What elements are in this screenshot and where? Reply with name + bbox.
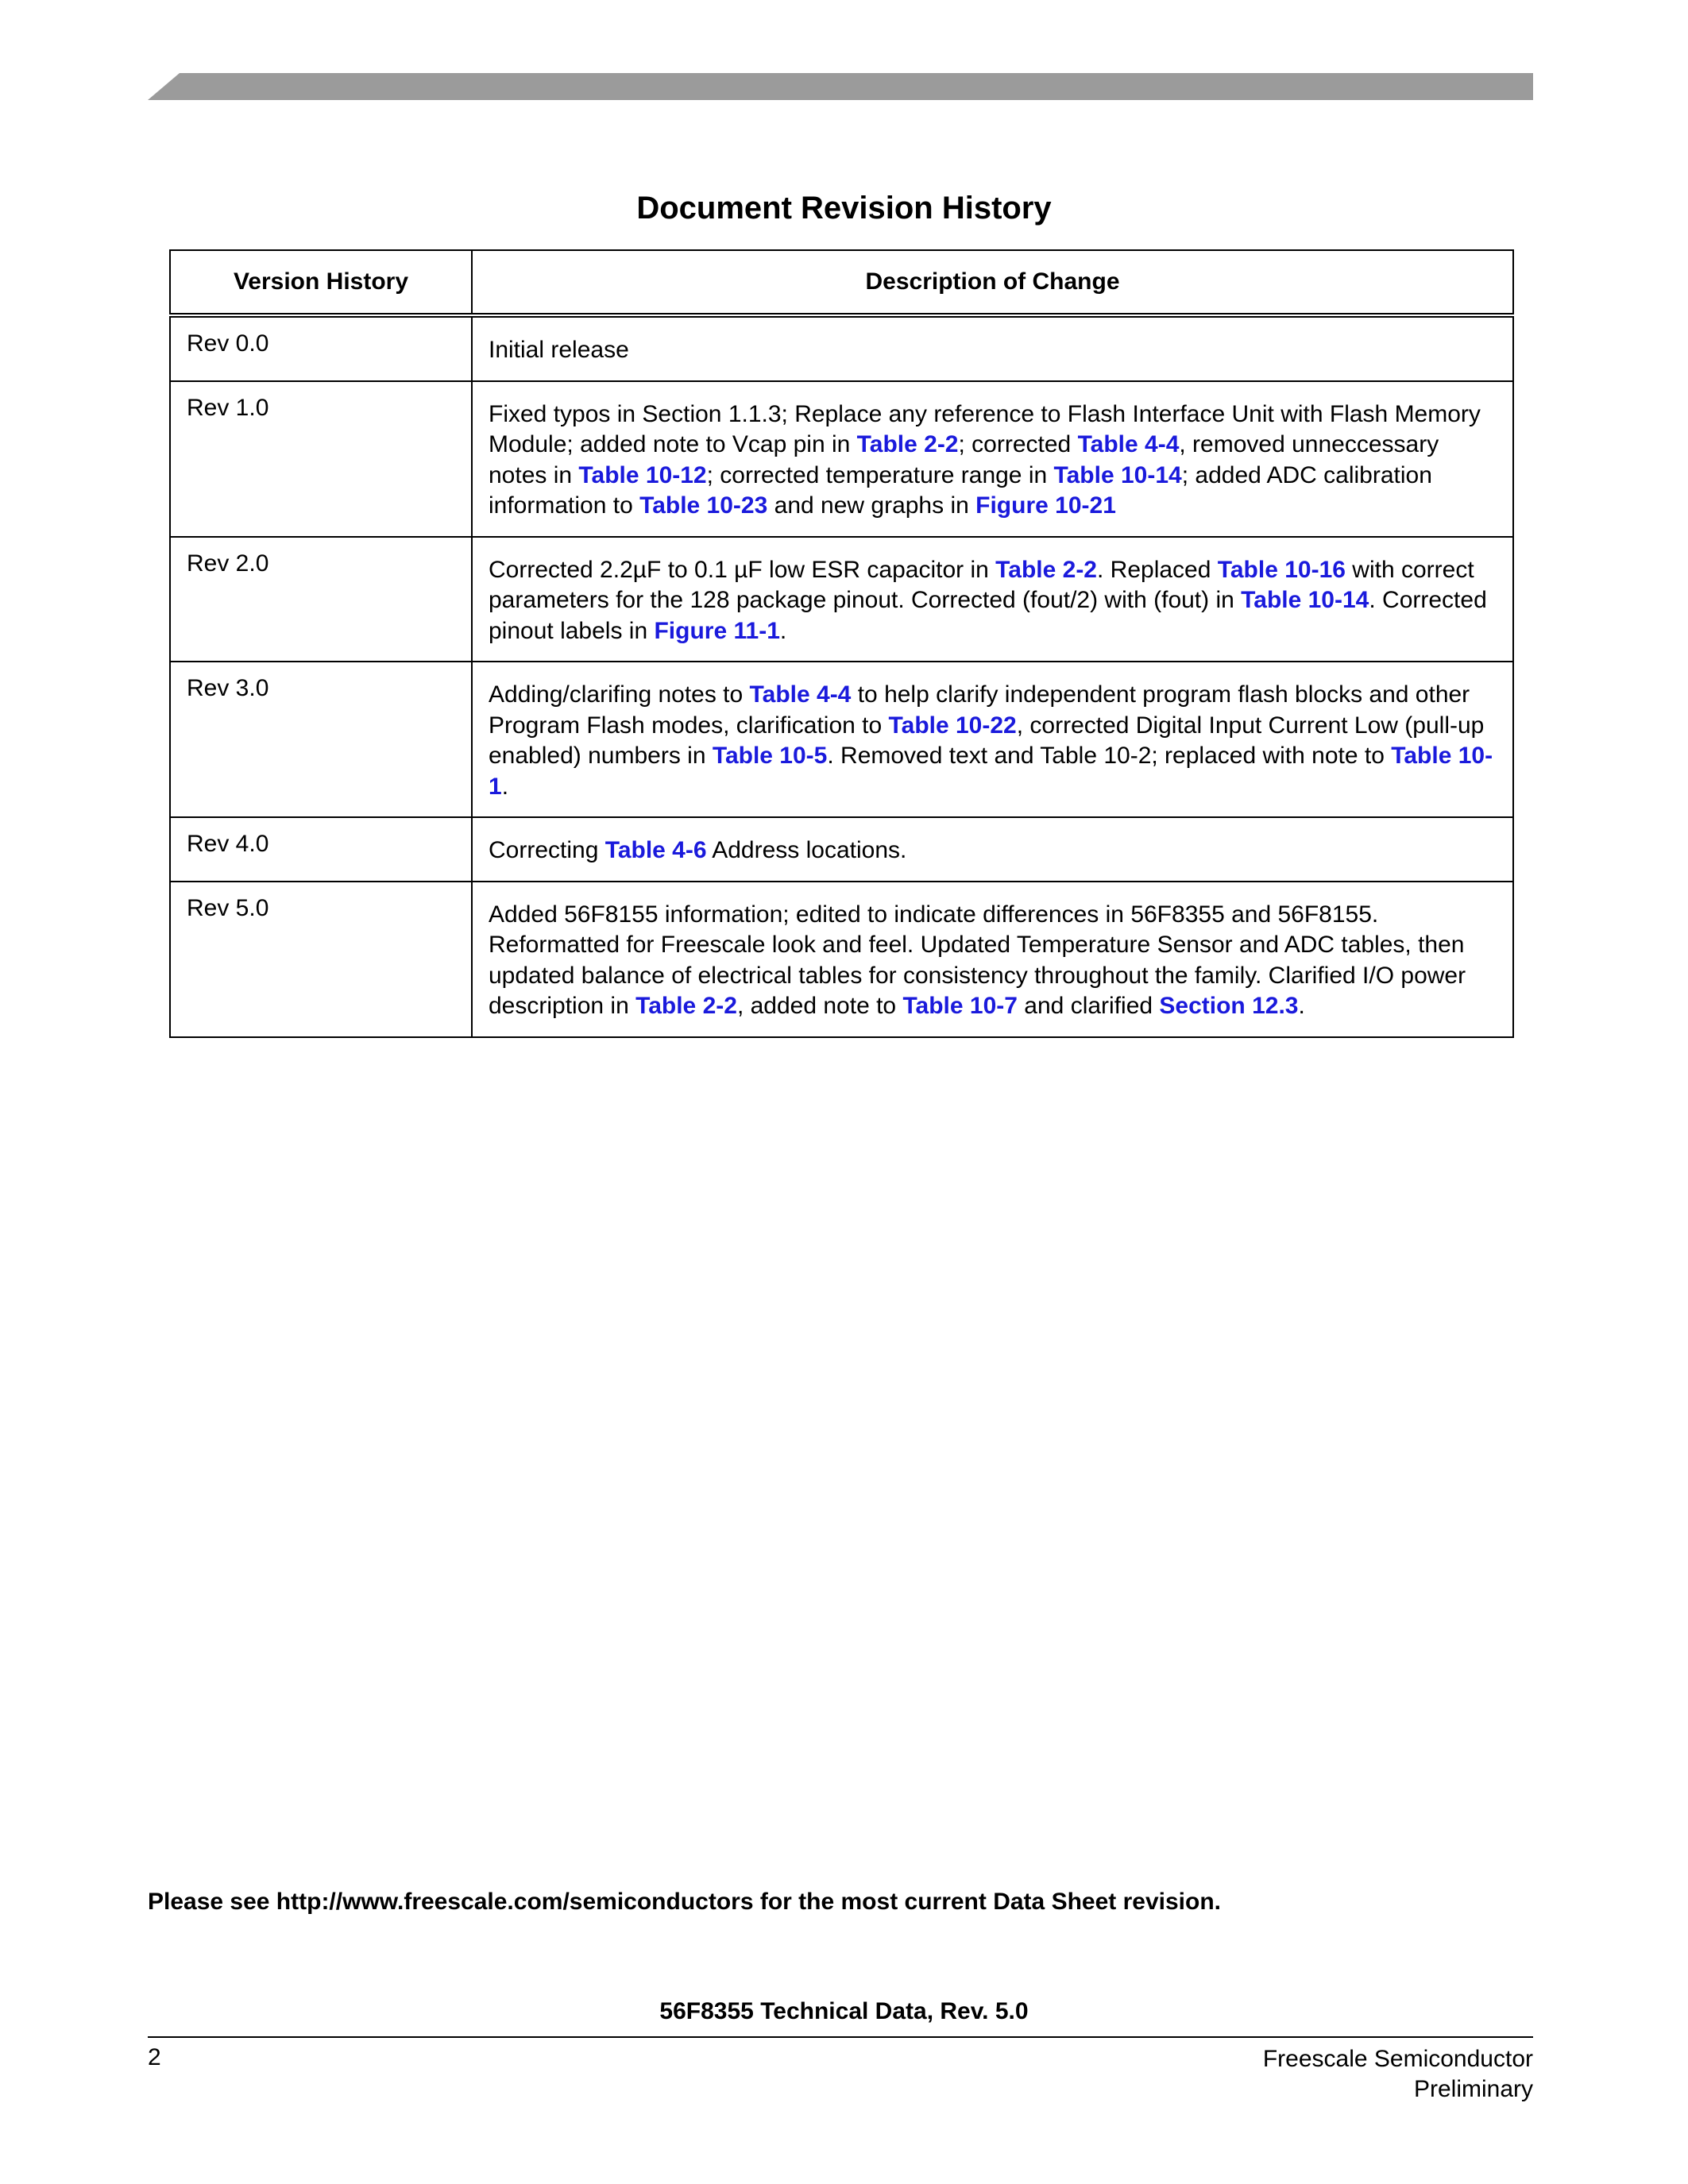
cross-reference-link[interactable]: Table 4-4 [1077, 431, 1180, 457]
description-text: Adding/clarifing notes to [489, 681, 750, 708]
table-row [170, 817, 1513, 882]
description-text: with correct parameters for the 128 package pinout. Corrected (fout/2) with (fout) in [489, 556, 1474, 613]
document-status: Preliminary [1413, 2076, 1533, 2102]
datasheet-note: Please see http://www.freescale.com/semiconductors for the most current Data Sheet revision. [148, 1889, 1221, 1915]
table-row [170, 662, 1513, 817]
cross-reference-link[interactable]: Table 10-5 [712, 743, 828, 769]
table-row [170, 315, 1513, 381]
description-text: . [1298, 993, 1305, 1019]
table-row [170, 537, 1513, 662]
description-text: , added note to [736, 993, 903, 1019]
version-cell: Rev 5.0 [170, 882, 472, 1037]
description-text: ; corrected temperature range in [706, 461, 1054, 488]
table-row [170, 381, 1513, 537]
description-text: Fixed typos in Section 1.1.3; Replace any reference to Flash Interface Unit with Flash Memory Module; added note to Vcap pin in [489, 400, 1481, 457]
cross-reference-link[interactable]: Table 10-23 [639, 492, 768, 519]
revision-rows [170, 315, 1513, 1037]
description-cell [472, 882, 1513, 1037]
description-text: Corrected 2.2µF to 0.1 µF low ESR capacitor in [489, 556, 996, 583]
description-text: , removed unneccessary notes in [489, 431, 1439, 488]
version-history-header: Version History [170, 250, 472, 315]
cross-reference-link[interactable]: Table 2-2 [856, 431, 959, 457]
description-text: ; corrected [958, 431, 1078, 457]
cross-reference-link[interactable]: Section 12.3 [1159, 993, 1299, 1019]
description-text: . Removed text and Table 10-2; replaced with note to [827, 743, 1392, 769]
cross-reference-link[interactable]: Figure 11-1 [654, 617, 780, 644]
description-text: . [501, 773, 509, 800]
description-cell [472, 662, 1513, 817]
description-text: . Corrected pinout labels in [489, 587, 1487, 644]
description-cell [472, 817, 1513, 882]
cross-reference-link[interactable]: Table 4-4 [749, 681, 852, 708]
company-name: Freescale Semiconductor [1262, 2046, 1533, 2072]
description-text: and clarified [1017, 993, 1160, 1019]
description-text: . [779, 617, 787, 644]
description-text: and new graphs in [767, 492, 976, 519]
cross-reference-link[interactable]: Table 10-1 [489, 743, 1493, 800]
footer-right [1263, 2044, 1533, 2105]
table-header-row [170, 250, 1513, 315]
version-cell: Rev 1.0 [170, 381, 472, 537]
cross-reference-link[interactable]: Table 10-16 [1217, 556, 1346, 583]
description-text: Correcting [489, 837, 605, 863]
description-text: Added 56F8155 information; edited to indicate differences in 56F8355 and 56F8155. Reformatted for Freescale look and feel. Updated Temperature Sensor and ADC tables, then updated balance of electrical tables for consistency throughout the family. Clarified I/O power description in [489, 901, 1466, 1019]
cross-reference-link[interactable]: Table 2-2 [995, 556, 1097, 583]
description-text: Address locations. [706, 837, 907, 863]
cross-reference-link[interactable]: Table 10-14 [1053, 461, 1182, 488]
revision-history-table [169, 249, 1514, 1038]
page-title: Document Revision History [636, 191, 1052, 226]
version-cell: Rev 0.0 [170, 315, 472, 381]
cross-reference-link[interactable]: Table 4-6 [605, 837, 707, 863]
description-cell [472, 381, 1513, 537]
description-text: ; added ADC calibration information to [489, 461, 1432, 519]
page-number: 2 [148, 2044, 161, 2070]
cross-reference-link[interactable]: Table 10-22 [888, 712, 1017, 739]
description-cell [472, 315, 1513, 381]
description-header: Description of Change [472, 250, 1513, 315]
cross-reference-link[interactable]: Table 10-14 [1241, 587, 1369, 613]
version-cell: Rev 4.0 [170, 817, 472, 882]
version-cell: Rev 2.0 [170, 537, 472, 662]
description-text: Initial release [489, 337, 629, 363]
cross-reference-link[interactable]: Table 10-12 [578, 461, 707, 488]
document-id: 56F8355 Technical Data, Rev. 5.0 [659, 1998, 1029, 2024]
cross-reference-link[interactable]: Figure 10-21 [975, 492, 1116, 519]
cross-reference-link[interactable]: Table 10-7 [902, 993, 1018, 1019]
cross-reference-link[interactable]: Table 2-2 [635, 993, 737, 1019]
description-text: to help clarify independent program flash blocks and other Program Flash modes, clarification to [489, 681, 1470, 739]
header-bar [148, 73, 1533, 100]
description-text: . Replaced [1097, 556, 1218, 583]
table-row [170, 882, 1513, 1037]
version-cell: Rev 3.0 [170, 662, 472, 817]
description-text: , corrected Digital Input Current Low (pull-up enabled) numbers in [489, 712, 1485, 769]
footer-rule [148, 2036, 1533, 2038]
description-cell [472, 537, 1513, 662]
